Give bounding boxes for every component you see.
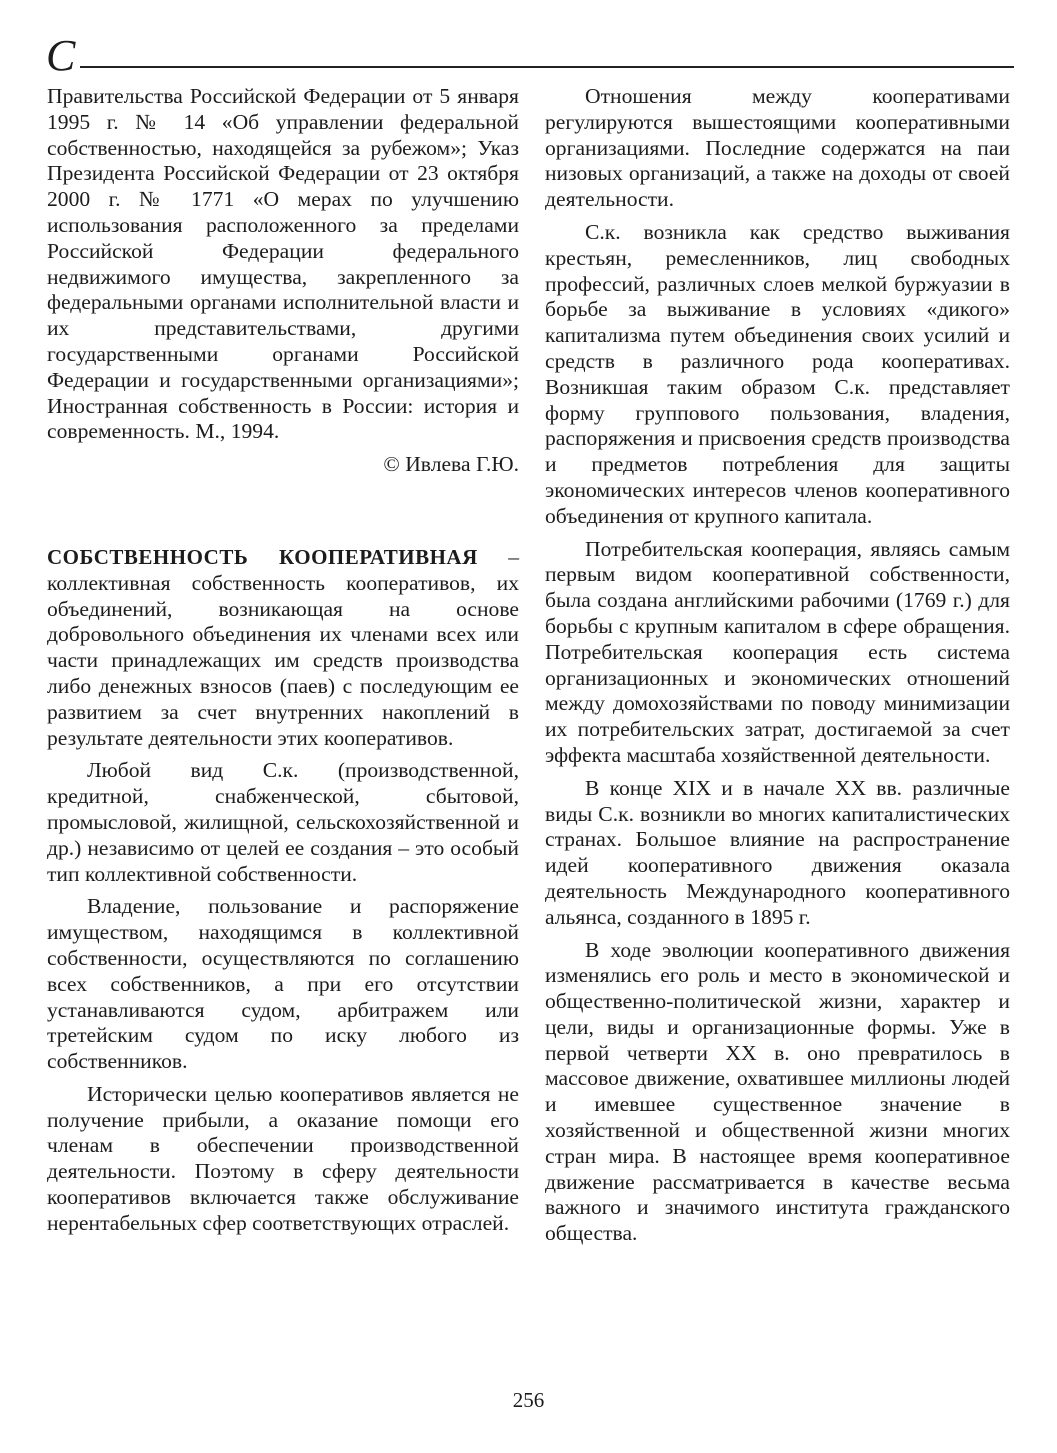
continuation-paragraph: Правительства Российской Федерации от 5 января 1995 г. № 14 «Об управлении федеральной собственностью, находящейся за рубежом»; Указ Президента Российской Федерации от 23 октября 2000 г. № 1771 «О мерах по улучшению использования расположенного за пределами Российской Федерации федерального недвижимого имущества, закрепленного за федеральными органами исполнительной власти и их представительствами, другими государственными органами Российской Федерации и государственными организациями»; Иностранная собственность в России: история и современность. М., 1994.	[47, 84, 519, 444]
page-number: 256	[512, 1388, 545, 1412]
author-signature: © Ивлева Г.Ю.	[383, 452, 519, 477]
body-paragraph: В ходе эволюции кооперативного движения изменялись его роль и место в экономической и общественно-политической жизни, характер и цели, виды и организационные формы. Уже в первой четверти XX в. оно превратилось в массовое движение, охватившее миллионы людей и имевшее существенное значение в хозяйственной и общественной жизни многих стран мира. В настоящее время кооперативное движение рассматривается в качестве весьма важного и значимого института гражданского общества.	[545, 937, 1010, 1246]
entry-paragraph	[47, 545, 519, 751]
body-paragraph: Любой вид С.к. (производственной, кредитной, снабженческой, сбытовой, промысловой, жилищной, сельскохозяйственной и др.) независимо от целей ее создания – это особый тип коллективной собственности.	[47, 758, 519, 886]
body-paragraph: С.к. возникла как средство выживания крестьян, ремесленников, лиц свободных профессий, различных слоев мелкой буржуазии в борьбе за выживание в условиях «дикого» капитализма путем объединения своих усилий и средств в различного рода кооперативах. Возникшая таким образом С.к. представляет форму группового пользования, владения, распоряжения и присвоения средств производства и предметов потребления для защиты экономических интересов членов кооперативного объединения от крупного капитала.	[545, 219, 1010, 528]
header-rule	[80, 66, 1014, 68]
section-letter: С	[46, 31, 76, 80]
body-paragraph: В конце XIX и в начале XX вв. различные виды С.к. возникли во многих капиталистических странах. Большое влияние на распространение идей кооперативного движения оказала деятельность Международного кооперативного альянса, созданного в 1895 г.	[545, 775, 1010, 929]
body-paragraph: Потребительская кооперация, являясь самым первым видом кооперативной собственности, была создана английскими рабочими (1769 г.) для борьбы с крупным капиталом в сфере обращения. Потребительская кооперация есть система организационных и экономических отношений между домохозяйствами по поводу минимизации их потребительских затрат, достигаемой за счет эффекта масштаба хозяйственной деятельности.	[545, 536, 1010, 767]
entry-definition: – коллективная собственность кооперативов, их объединений, возникающая на основе добровольного объединения их членами всех или части принадлежащих им средств производства либо денежных взносов (паев) с последующим ее развитием за счет внутренних накоплений в результате деятельности этих кооперативов.	[47, 544, 519, 750]
body-paragraph: Отношения между кооперативами регулируются вышестоящими кооперативными организациями. Последние содержатся на паи низовых организаций, а также на доходы от своей деятельности.	[545, 84, 1010, 212]
left-column	[47, 84, 519, 1237]
right-column	[545, 84, 1010, 1247]
body-paragraph: Исторически целью кооперативов является не получение прибыли, а оказание помощи его членам в обеспечении производственной деятельности. Поэтому в сферу деятельности кооперативов включается также обслуживание нерентабельных сфер соответствующих отраслей.	[47, 1081, 519, 1235]
entry-headword: СОБСТВЕННОСТЬ КООПЕРАТИВНАЯ	[47, 544, 478, 569]
body-paragraph: Владение, пользование и распоряжение имуществом, находящимся в коллективной собственности, осуществляются по соглашению всех собственников, а при его отсутствии устанавливаются судом, арбитражем или третейским судом по иску любого из собственников.	[47, 894, 519, 1074]
